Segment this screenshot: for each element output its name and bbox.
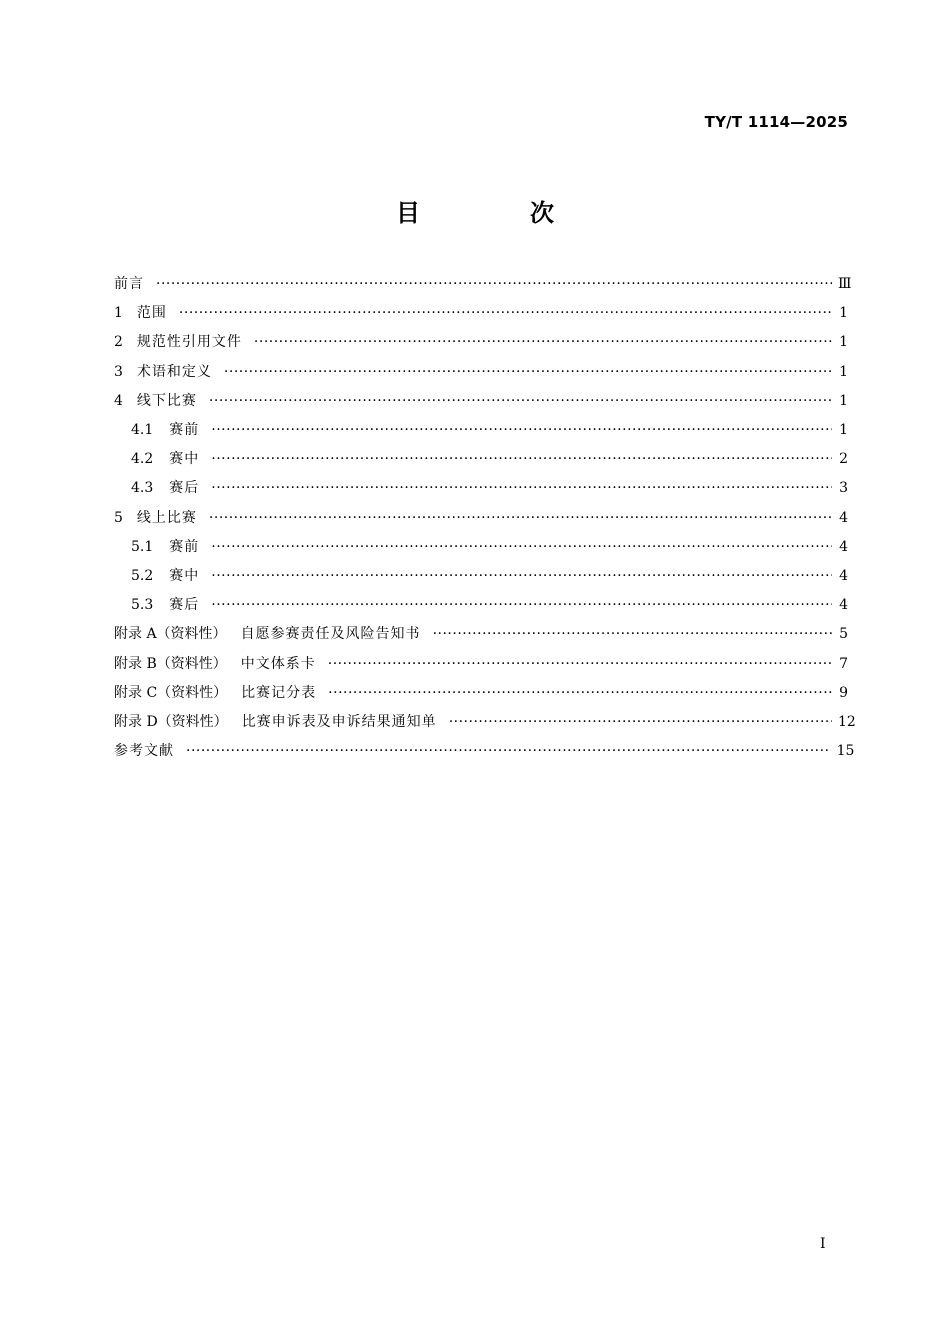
toc-entry-label: 自愿参赛责任及风险告知书 [240,626,421,643]
toc-page-number: Ⅲ [838,276,852,293]
toc-page-number: 4 [839,509,848,526]
toc-entry-label: 规范性引用文件 [136,334,242,351]
toc-entry-number: 5 [114,509,123,526]
toc-page-number: 3 [839,480,848,497]
toc-row[interactable] [114,737,855,766]
toc-leader-dots [328,679,832,708]
toc-leader-dots [179,299,832,328]
toc-leader-dots [156,270,832,299]
toc-entry-number: 2 [114,334,123,351]
toc-row[interactable] [114,328,848,357]
toc-entry-label: 术语和定义 [136,363,212,380]
toc-row[interactable] [114,562,848,591]
toc-row[interactable] [114,649,848,678]
toc-leader-dots [449,708,832,737]
toc-entry-label: 比赛申诉表及申诉结果通知单 [241,713,437,730]
toc-entry-label: 参考文献 [114,743,174,760]
toc-entry-label: 前言 [114,276,144,293]
toc-entry-label: 赛前 [169,422,200,439]
toc-row[interactable] [114,416,848,445]
toc-entry-number: 5.1 [131,538,154,555]
toc-entry-number: 4.2 [131,451,154,468]
toc-page-number: 2 [839,451,848,468]
toc-entry-number: 4 [114,392,123,409]
toc-leader-dots [433,620,832,649]
toc-entry-label: 赛中 [169,451,200,468]
toc-entry-number: 附录 D（资料性） [114,713,228,730]
toc-leader-dots [328,650,832,679]
toc-page-number: 4 [839,597,848,614]
toc-entry-label: 线上比赛 [136,509,197,526]
toc-leader-dots [211,533,832,562]
toc-leader-dots [211,416,832,445]
title-char-2: 次 [530,199,554,227]
toc-entry-number: 1 [114,305,123,322]
toc-row[interactable] [114,299,848,328]
toc-page-number: 4 [839,567,848,584]
toc-leader-dots [209,387,832,416]
toc-entry-label: 赛后 [169,480,200,497]
toc-page-number: 15 [836,743,855,760]
toc-row[interactable] [114,591,848,620]
toc-page-number: 1 [839,422,848,439]
toc-row[interactable] [114,679,848,708]
toc-entry-number: 附录 C（资料性） [114,684,228,701]
toc-leader-dots [211,591,832,620]
toc-entry-label: 赛前 [169,538,200,555]
table-of-contents [114,270,856,766]
toc-entry-label: 范围 [136,305,167,322]
toc-page-number: 5 [839,626,848,643]
toc-leader-dots [186,737,831,766]
standard-code: TY/T 1114—2025 [704,113,848,131]
toc-page-number: 1 [839,334,848,351]
toc-entry-number: 4.3 [131,480,154,497]
toc-row[interactable] [114,533,848,562]
toc-entry-number: 附录 B（资料性） [114,655,227,672]
toc-entry-label: 比赛记分表 [241,684,317,701]
toc-entry-number: 4.1 [131,422,154,439]
toc-entry-label: 中文体系卡 [240,655,316,672]
toc-page-number: 12 [838,713,856,730]
toc-row[interactable] [114,708,856,737]
page-number: I [820,1236,826,1252]
toc-entry-label: 赛中 [169,567,200,584]
toc-row[interactable] [114,445,848,474]
toc-leader-dots [211,445,832,474]
toc-row[interactable] [114,270,852,299]
toc-row[interactable] [114,504,848,533]
toc-leader-dots [211,474,832,503]
toc-row[interactable] [114,474,848,503]
toc-row[interactable] [114,620,848,649]
toc-leader-dots [211,562,832,591]
toc-row[interactable] [114,387,848,416]
toc-entry-number: 5.2 [131,567,154,584]
toc-leader-dots [209,504,832,533]
toc-entry-number: 附录 A（资料性） [114,626,227,643]
toc-leader-dots [254,328,832,357]
toc-page-number: 4 [839,538,848,555]
toc-page-number: 1 [839,363,848,380]
toc-entry-label: 赛后 [169,597,200,614]
toc-page-number: 7 [839,655,848,672]
toc-entry-number: 3 [114,363,123,380]
toc-entry-label: 线下比赛 [136,392,197,409]
toc-page-number: 1 [839,305,848,322]
toc-leader-dots [224,358,832,387]
toc-row[interactable] [114,358,848,387]
toc-entry-number: 5.3 [131,597,154,614]
page-title [0,193,950,228]
toc-page-number: 1 [839,392,848,409]
toc-page-number: 9 [839,684,848,701]
title-char-1: 目 [396,199,420,227]
